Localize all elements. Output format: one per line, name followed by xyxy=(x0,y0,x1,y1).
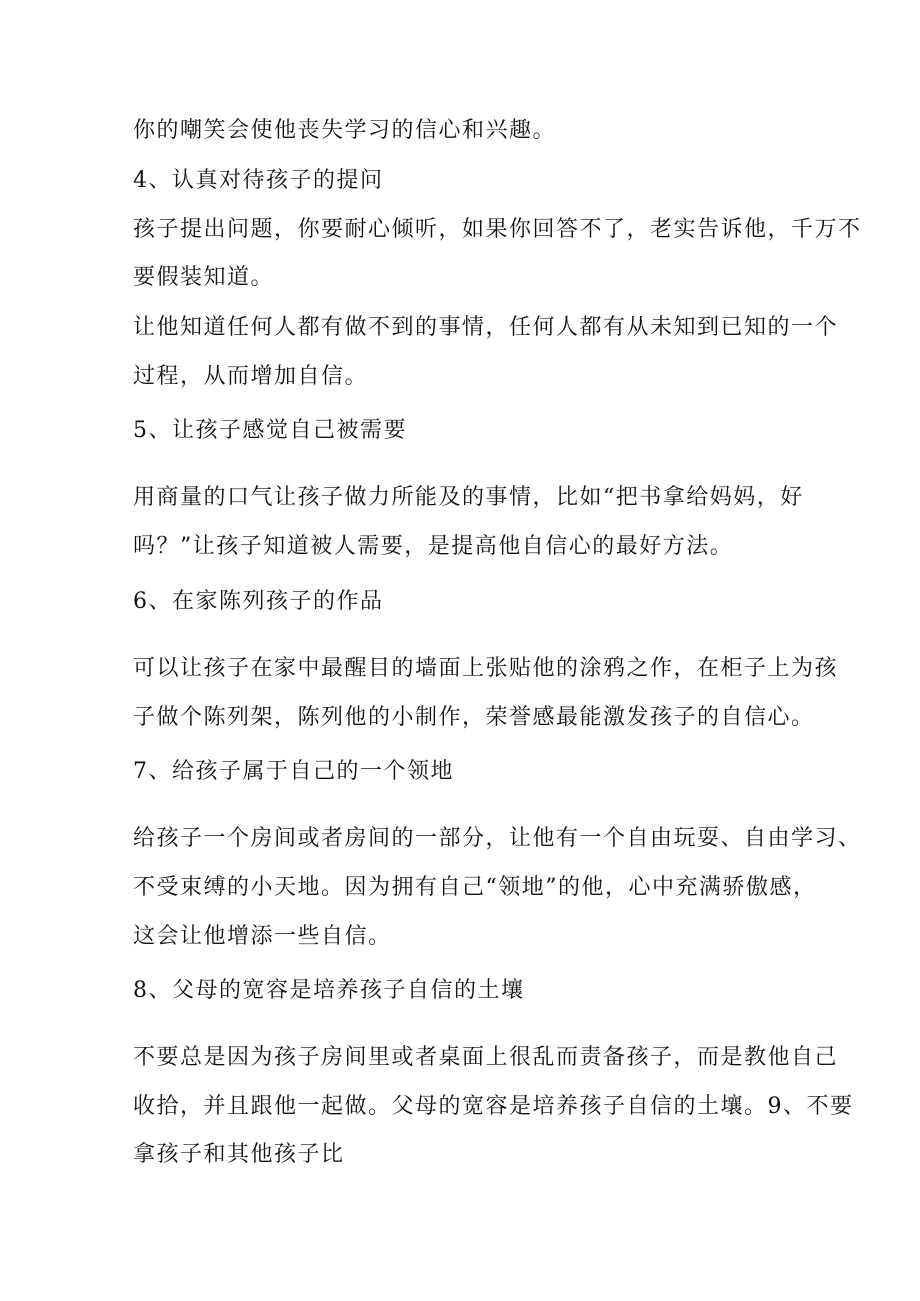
paragraph-line: 这会让他增添一些自信。 xyxy=(133,924,392,949)
section-heading-6: 6、在家陈列孩子的作品 xyxy=(133,589,384,614)
paragraph-line: 过程，从而增加自信。 xyxy=(133,364,369,389)
paragraph-line: 可以让孩子在家中最醒目的墙面上张贴他的涂鸦之作，在柜子上为孩 xyxy=(133,656,839,681)
paragraph-line: 子做个陈列架，陈列他的小制作，荣誉感最能激发孩子的自信心。 xyxy=(133,705,815,730)
section-heading-8: 8、父母的宽容是培养孩子自信的土壤 xyxy=(133,978,525,1003)
paragraph-line: 吗？”让孩子知道被人需要，是提高他自信心的最好方法。 xyxy=(133,534,734,559)
section-heading-7: 7、给孩子属于自己的一个领地 xyxy=(133,759,454,784)
paragraph-line: 让他知道任何人都有做不到的事情，任何人都有从未知到已知的一个 xyxy=(133,315,839,340)
paragraph-line: 你的嘲笑会使他丧失学习的信心和兴趣。 xyxy=(133,118,557,143)
paragraph-line: 给孩子一个房间或者房间的一部分，让他有一个自由玩耍、自由学习、 xyxy=(133,826,862,851)
paragraph-line: 要假装知道。 xyxy=(133,265,275,290)
paragraph-line: 用商量的口气让孩子做力所能及的事情，比如“把书拿给妈妈，好 xyxy=(133,485,804,510)
paragraph-line: 拿孩子和其他孩子比 xyxy=(133,1142,345,1167)
paragraph-line: 不要总是因为孩子房间里或者桌面上很乱而责备孩子，而是教他自己 xyxy=(133,1045,839,1070)
paragraph-line: 收拾，并且跟他一起做。父母的宽容是培养孩子自信的土壤。9、不要 xyxy=(133,1094,854,1119)
section-heading-4: 4、认真对待孩子的提问 xyxy=(133,168,384,193)
paragraph-line: 不受束缚的小天地。因为拥有自己“领地”的他，心中充满骄傲感， xyxy=(133,875,817,900)
paragraph-line: 孩子提出问题，你要耐心倾听，如果你回答不了，老实告诉他，千万不 xyxy=(133,217,862,242)
section-heading-5: 5、让孩子感觉自己被需要 xyxy=(133,418,407,443)
